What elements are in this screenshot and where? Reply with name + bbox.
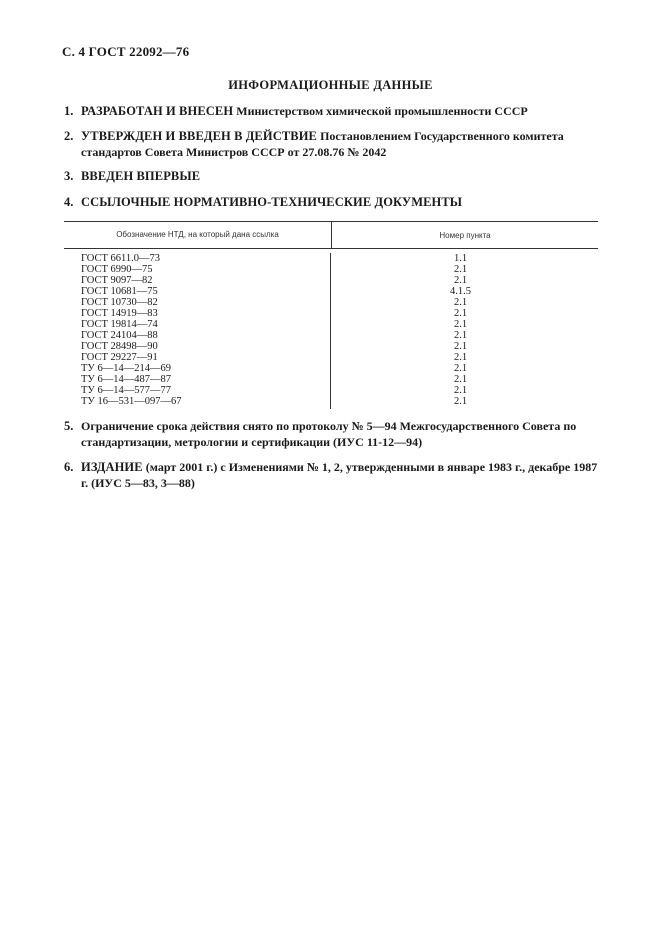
table-cell-para: 2.1 <box>453 275 468 286</box>
item-lead: УТВЕРЖДЕН И ВВЕДЕН В ДЕЙСТВИЕ <box>81 129 317 143</box>
item-text <box>81 168 604 184</box>
table-cell-para: 2.1 <box>453 297 468 308</box>
info-item-6 <box>64 459 604 491</box>
table-cell-doc: ГОСТ 9097—82 <box>81 275 153 286</box>
info-item-3 <box>64 168 604 184</box>
table-cell-para: 2.1 <box>453 319 468 330</box>
table-cell-doc: ТУ 6—14—577—77 <box>81 385 171 396</box>
item-number: 4. <box>64 195 74 209</box>
item-number: 1. <box>64 104 74 118</box>
item-text <box>81 194 604 210</box>
info-item-2 <box>64 128 604 160</box>
table-cell-para: 1.1 <box>453 253 468 264</box>
header-paragraph-number: Номер пункта <box>439 230 491 240</box>
header-doc-designation: Обозначение НТД, на который дана ссылка <box>64 222 332 248</box>
item-lead: ВВЕДЕН ВПЕРВЫЕ <box>81 169 201 183</box>
table-cell-doc: ГОСТ 14919—83 <box>81 308 158 319</box>
table-cell-doc: ГОСТ 29227—91 <box>81 352 158 363</box>
table-cell-para: 2.1 <box>453 374 468 385</box>
item-rest: Министерством химической промышленности СССР <box>236 104 528 118</box>
item-lead: ССЫЛОЧНЫЕ НОРМАТИВНО-ТЕХНИЧЕСКИЕ ДОКУМЕНТЫ <box>81 195 463 209</box>
item-text <box>81 128 604 160</box>
reference-documents-table <box>64 221 598 409</box>
table-header-row <box>64 222 598 248</box>
item-lead: ИЗДАНИЕ <box>81 460 143 474</box>
table-cell-doc: ГОСТ 24104—88 <box>81 330 158 341</box>
item-text <box>81 418 604 450</box>
item-rest: Ограничение срока действия снято по протоколу № 5—94 Межгосударственного Совета по стандартизации, метрологии и сертификации (ИУС 11-12—94) <box>81 419 577 449</box>
table-body <box>64 249 598 409</box>
table-cell-doc: ГОСТ 19814—74 <box>81 319 158 330</box>
info-item-5 <box>64 418 604 450</box>
table-cell-para: 2.1 <box>453 308 468 319</box>
table-cell-para: 2.1 <box>453 341 468 352</box>
column-paragraph-number <box>331 253 598 409</box>
table-cell-doc: ТУ 6—14—214—69 <box>81 363 171 374</box>
section-title: ИНФОРМАЦИОННЫЕ ДАННЫЕ <box>228 78 433 92</box>
info-item-1 <box>64 103 604 119</box>
table-cell-doc: ТУ 6—14—487—87 <box>81 374 171 385</box>
item-number: 6. <box>64 460 74 474</box>
table-cell-doc: ГОСТ 6990—75 <box>81 264 153 275</box>
table-cell-para: 2.1 <box>453 363 468 374</box>
item-number: 5. <box>64 419 74 433</box>
table-cell-para: 2.1 <box>453 385 468 396</box>
table-cell-doc: ГОСТ 6611.0—73 <box>81 253 161 264</box>
table-cell-doc: ГОСТ 10730—82 <box>81 297 158 308</box>
item-text <box>81 103 604 119</box>
column-doc-designation <box>64 253 331 409</box>
table-cell-doc: ГОСТ 10681—75 <box>81 286 158 297</box>
table-cell-para: 2.1 <box>453 330 468 341</box>
item-rest: Постановлением Государственного комитета стандартов Совета Министров СССР от 27.08.76 № 2042 <box>81 129 564 159</box>
table-cell-para: 2.1 <box>453 396 468 407</box>
table-cell-para: 2.1 <box>453 352 468 363</box>
table-cell-doc: ТУ 16—531—097—67 <box>81 396 182 407</box>
table-cell-para: 2.1 <box>453 264 468 275</box>
item-text <box>81 459 604 491</box>
table-cell-para: 4.1.5 <box>450 286 471 297</box>
item-lead: РАЗРАБОТАН И ВНЕСЕН <box>81 104 234 118</box>
item-number: 2. <box>64 129 74 143</box>
page-header: С. 4 ГОСТ 22092—76 <box>62 44 190 59</box>
table-cell-doc: ГОСТ 28498—90 <box>81 341 158 352</box>
info-item-4 <box>64 194 604 210</box>
item-rest: (март 2001 г.) с Изменениями № 1, 2, утвержденными в январе 1983 г., декабре 1987 г. (ИУС 5—83, 3—88) <box>81 460 598 490</box>
item-number: 3. <box>64 169 74 183</box>
